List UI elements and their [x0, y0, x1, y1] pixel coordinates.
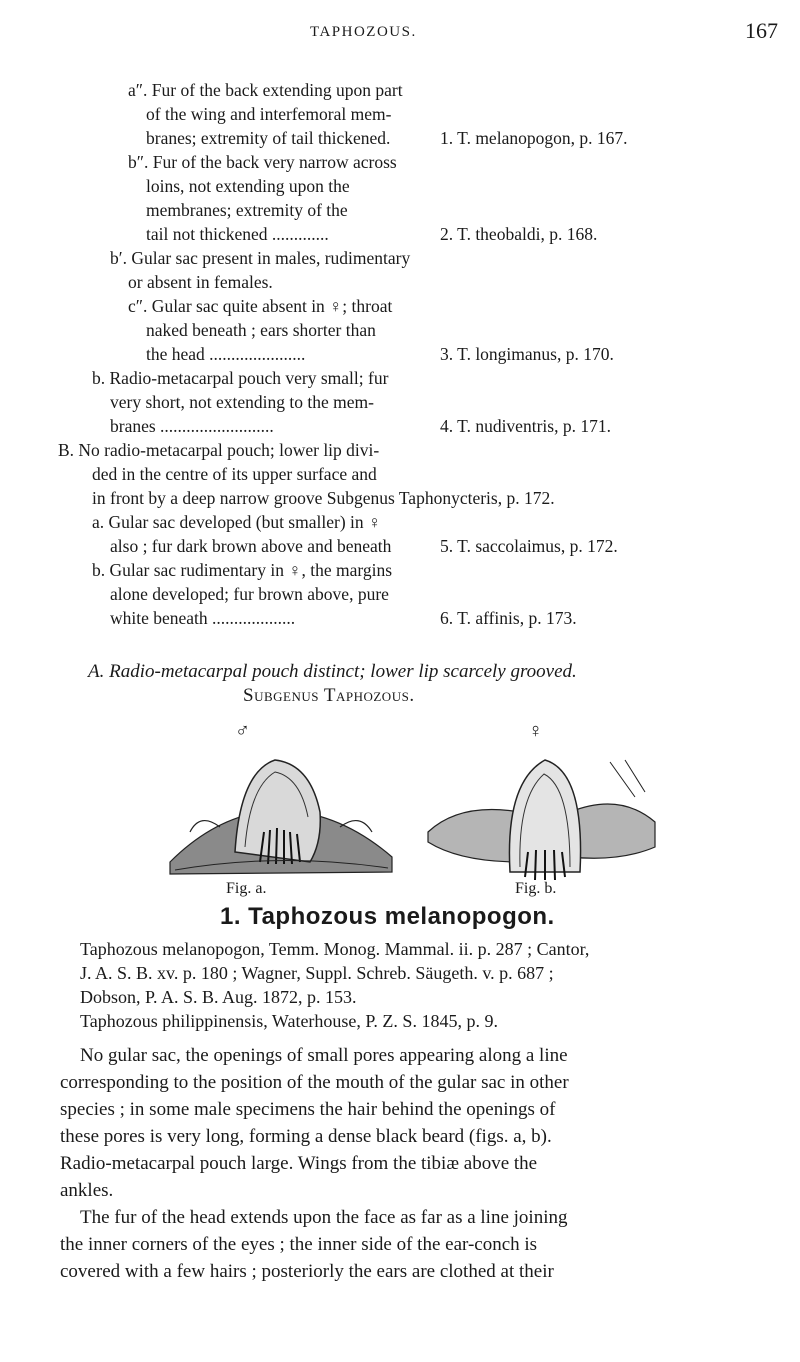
- key-line: tail not thickened .............: [146, 224, 329, 244]
- description-line: ankles.: [60, 1180, 114, 1201]
- male-symbol: ♂: [235, 720, 250, 742]
- key-line: b. Radio-metacarpal pouch very small; fur: [92, 368, 389, 388]
- subgenus-heading: Subgenus Taphozous.: [243, 685, 415, 706]
- key-species-reference: 1. T. melanopogon, p. 167.: [440, 128, 628, 148]
- key-line: alone developed; fur brown above, pure: [110, 584, 389, 604]
- description-line: The fur of the head extends upon the face as far as a line joining: [80, 1207, 568, 1228]
- key-line: very short, not extending to the mem-: [110, 392, 374, 412]
- caption-fig-b-text: Fig. b.: [515, 880, 557, 897]
- caption-fig-a-text: Fig. a.: [226, 880, 267, 897]
- key-line: of the wing and interfemoral mem-: [146, 104, 392, 124]
- key-line: a″. Fur of the back extending upon part: [128, 80, 403, 100]
- key-line: b. Gular sac rudimentary in ♀, the margins: [92, 560, 393, 580]
- synonymy-line: Taphozous philippinensis, Waterhouse, P. Z. S. 1845, p. 9.: [80, 1011, 498, 1031]
- synonymy-line: Taphozous melanopogon, Temm. Monog. Mammal. ii. p. 287 ; Cantor,: [80, 939, 590, 959]
- description-line: species ; in some male specimens the hair behind the openings of: [60, 1099, 556, 1120]
- section-heading-text: A. Radio-metacarpal pouch distinct; lower lip scarcely grooved.: [88, 661, 577, 682]
- synonymy-line: Dobson, P. A. S. B. Aug. 1872, p. 153.: [80, 987, 357, 1007]
- key-line: white beneath ...................: [110, 608, 296, 628]
- key-line: B. No radio-metacarpal pouch; lower lip divi-: [58, 440, 380, 460]
- figure-a-illustration: [160, 752, 400, 882]
- key-line: a. Gular sac developed (but smaller) in ♀: [92, 512, 382, 532]
- key-species-reference: 3. T. longimanus, p. 170.: [440, 344, 614, 364]
- synonymy-line: J. A. S. B. xv. p. 180 ; Wagner, Suppl. Schreb. Säugeth. v. p. 687 ;: [80, 963, 554, 983]
- key-line: loins, not extending upon the: [146, 176, 350, 196]
- description-line: covered with a few hairs ; posteriorly the ears are clothed at their: [60, 1261, 554, 1282]
- caption-fig-b: [515, 880, 556, 898]
- key-line: b′. Gular sac present in males, rudimentary: [110, 248, 411, 268]
- caption-fig-a: [226, 880, 266, 898]
- description-line: corresponding to the position of the mouth of the gular sac in other: [60, 1072, 569, 1093]
- description-line: the inner corners of the eyes ; the inner side of the ear-conch is: [60, 1234, 538, 1255]
- key-line: branes ..........................: [110, 416, 274, 436]
- key-line: branes; extremity of tail thickened.: [146, 128, 391, 148]
- running-title: TAPHOZOUS.: [310, 24, 417, 40]
- key-line: also ; fur dark brown above and beneath: [110, 536, 392, 556]
- key-line: membranes; extremity of the: [146, 200, 348, 220]
- figure-b-illustration: [420, 752, 660, 887]
- species-title: 1. Taphozous melanopogon.: [220, 903, 555, 930]
- description-line: No gular sac, the openings of small pores appearing along a line: [80, 1045, 568, 1066]
- key-line: b″. Fur of the back very narrow across: [128, 152, 397, 172]
- key-species-reference: 6. T. affinis, p. 173.: [440, 608, 577, 628]
- key-line: ded in the centre of its upper surface and: [92, 464, 377, 484]
- page-number: 167: [745, 18, 778, 43]
- female-symbol: ♀: [528, 720, 543, 742]
- key-species-reference: 2. T. theobaldi, p. 168.: [440, 224, 598, 244]
- key-species-reference: 4. T. nudiventris, p. 171.: [440, 416, 611, 436]
- key-species-reference: 5. T. saccolaimus, p. 172.: [440, 536, 618, 556]
- key-line: or absent in females.: [128, 272, 273, 292]
- key-line: the head ......................: [146, 344, 306, 364]
- key-line: naked beneath ; ears shorter than: [146, 320, 376, 340]
- key-line: in front by a deep narrow groove Subgenus Taphonycteris, p. 172.: [92, 488, 555, 508]
- description-line: Radio-metacarpal pouch large. Wings from the tibiæ above the: [60, 1153, 538, 1174]
- description-line: these pores is very long, forming a dense black beard (figs. a, b).: [60, 1126, 552, 1147]
- section-heading: [88, 660, 577, 684]
- key-line: c″. Gular sac quite absent in ♀; throat: [128, 296, 393, 316]
